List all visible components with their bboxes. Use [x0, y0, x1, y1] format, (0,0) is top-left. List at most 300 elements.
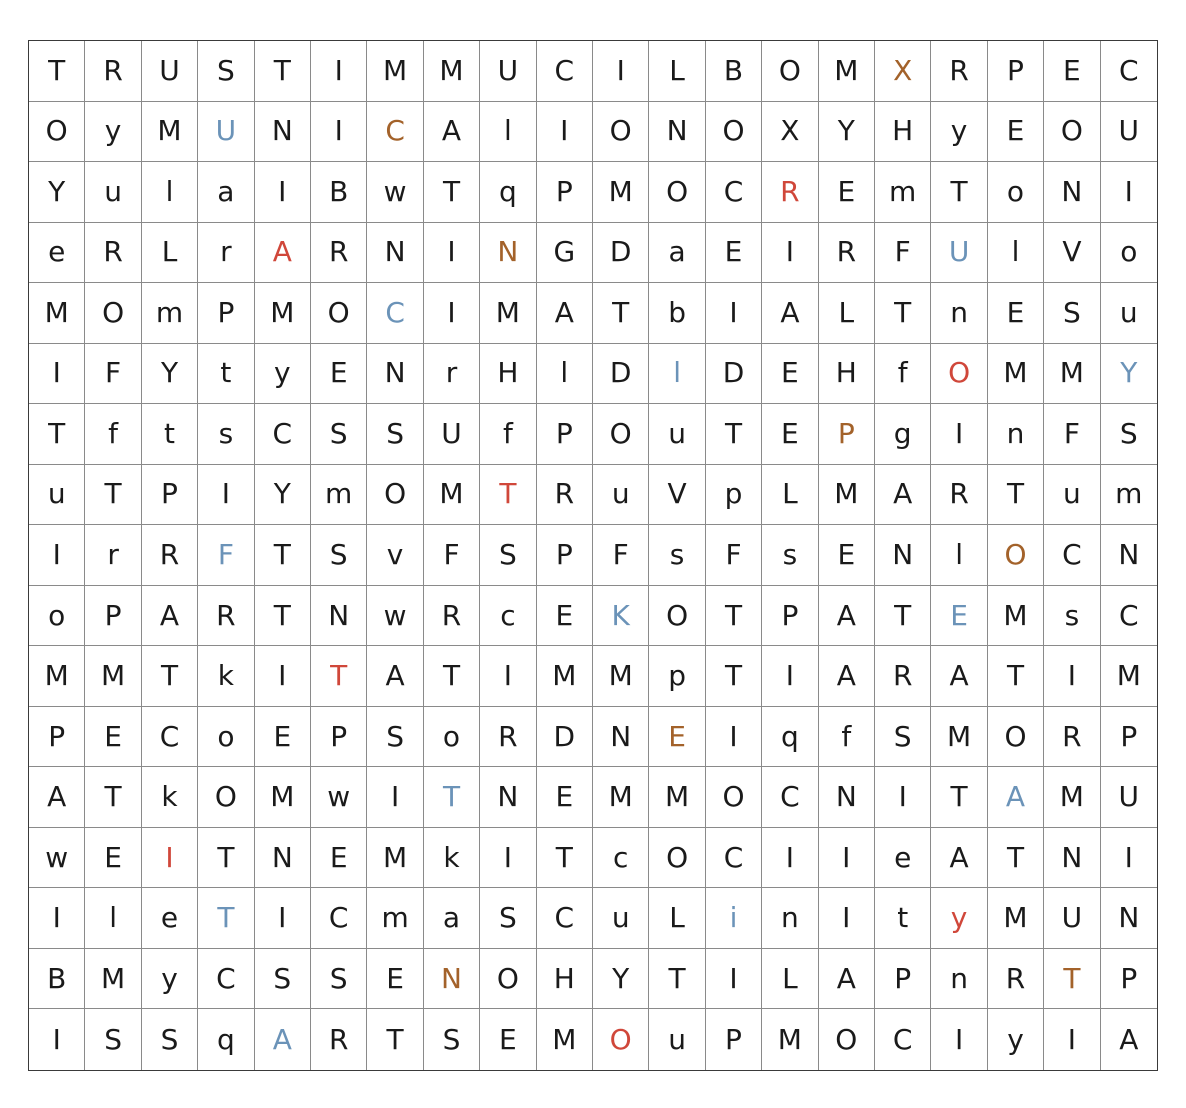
grid-cell-r15-c13: L [762, 949, 818, 1010]
grid-cell-r13-c11: O [649, 828, 705, 889]
grid-cell-r3-c1: R [85, 223, 141, 284]
grid-cell-r11-c11: E [649, 707, 705, 768]
grid-cell-r15-c19: P [1101, 949, 1157, 1010]
grid-cell-r6-c18: F [1044, 404, 1100, 465]
grid-cell-r15-c12: I [706, 949, 762, 1010]
grid-cell-r1-c8: l [480, 102, 536, 163]
grid-cell-r16-c17: y [988, 1009, 1044, 1070]
grid-cell-r13-c13: I [762, 828, 818, 889]
word-search-grid [28, 40, 1158, 1071]
grid-cell-r3-c9: G [537, 223, 593, 284]
grid-cell-r8-c7: F [424, 525, 480, 586]
grid-cell-r0-c1: R [85, 41, 141, 102]
grid-cell-r13-c16: A [931, 828, 987, 889]
grid-cell-r2-c12: C [706, 162, 762, 223]
grid-cell-r8-c6: v [367, 525, 423, 586]
grid-cell-r14-c15: t [875, 888, 931, 949]
grid-cell-r9-c19: C [1101, 586, 1157, 647]
grid-cell-r2-c13: R [762, 162, 818, 223]
grid-cell-r6-c16: I [931, 404, 987, 465]
grid-cell-r4-c9: A [537, 283, 593, 344]
grid-cell-r3-c6: N [367, 223, 423, 284]
grid-cell-r11-c18: R [1044, 707, 1100, 768]
grid-cell-r0-c17: P [988, 41, 1044, 102]
grid-cell-r2-c11: O [649, 162, 705, 223]
grid-cell-r3-c11: a [649, 223, 705, 284]
grid-cell-r3-c14: R [819, 223, 875, 284]
grid-cell-r9-c6: w [367, 586, 423, 647]
grid-cell-r9-c7: R [424, 586, 480, 647]
grid-cell-r8-c18: C [1044, 525, 1100, 586]
grid-cell-r1-c11: N [649, 102, 705, 163]
grid-cell-r4-c14: L [819, 283, 875, 344]
grid-cell-r5-c11: l [649, 344, 705, 405]
grid-cell-r12-c19: U [1101, 767, 1157, 828]
grid-cell-r12-c4: M [255, 767, 311, 828]
grid-cell-r2-c9: P [537, 162, 593, 223]
grid-cell-r9-c5: N [311, 586, 367, 647]
grid-cell-r9-c9: E [537, 586, 593, 647]
grid-cell-r10-c12: T [706, 646, 762, 707]
grid-cell-r6-c1: f [85, 404, 141, 465]
grid-cell-r3-c4: A [255, 223, 311, 284]
grid-cell-r14-c8: S [480, 888, 536, 949]
grid-cell-r0-c8: U [480, 41, 536, 102]
grid-cell-r8-c11: s [649, 525, 705, 586]
grid-cell-r7-c18: u [1044, 465, 1100, 526]
grid-cell-r2-c0: Y [29, 162, 85, 223]
grid-cell-r8-c13: s [762, 525, 818, 586]
grid-cell-r10-c6: A [367, 646, 423, 707]
grid-cell-r16-c5: R [311, 1009, 367, 1070]
grid-cell-r12-c13: C [762, 767, 818, 828]
grid-cell-r4-c16: n [931, 283, 987, 344]
grid-cell-r12-c14: N [819, 767, 875, 828]
grid-cell-r13-c2: I [142, 828, 198, 889]
grid-cell-r16-c1: S [85, 1009, 141, 1070]
grid-cell-r14-c12: i [706, 888, 762, 949]
grid-cell-r13-c18: N [1044, 828, 1100, 889]
grid-cell-r0-c11: L [649, 41, 705, 102]
grid-cell-r2-c3: a [198, 162, 254, 223]
grid-cell-r5-c5: E [311, 344, 367, 405]
grid-cell-r4-c10: T [593, 283, 649, 344]
grid-cell-r9-c4: T [255, 586, 311, 647]
grid-cell-r12-c8: N [480, 767, 536, 828]
grid-cell-r8-c0: I [29, 525, 85, 586]
grid-cell-r7-c1: T [85, 465, 141, 526]
grid-cell-r13-c10: c [593, 828, 649, 889]
grid-cell-r11-c6: S [367, 707, 423, 768]
grid-cell-r11-c7: o [424, 707, 480, 768]
grid-cell-r5-c14: H [819, 344, 875, 405]
grid-cell-r7-c9: R [537, 465, 593, 526]
grid-cell-r10-c19: M [1101, 646, 1157, 707]
grid-cell-r6-c2: t [142, 404, 198, 465]
grid-cell-r13-c0: w [29, 828, 85, 889]
grid-cell-r2-c4: I [255, 162, 311, 223]
grid-cell-r11-c4: E [255, 707, 311, 768]
grid-cell-r15-c9: H [537, 949, 593, 1010]
grid-cell-r15-c0: B [29, 949, 85, 1010]
grid-cell-r16-c6: T [367, 1009, 423, 1070]
grid-cell-r2-c17: o [988, 162, 1044, 223]
grid-cell-r5-c12: D [706, 344, 762, 405]
grid-cell-r16-c11: u [649, 1009, 705, 1070]
grid-cell-r0-c4: T [255, 41, 311, 102]
grid-cell-r11-c12: I [706, 707, 762, 768]
grid-cell-r9-c14: A [819, 586, 875, 647]
grid-cell-r2-c6: w [367, 162, 423, 223]
grid-cell-r8-c16: l [931, 525, 987, 586]
grid-cell-r15-c1: M [85, 949, 141, 1010]
grid-cell-r8-c14: E [819, 525, 875, 586]
grid-cell-r6-c14: P [819, 404, 875, 465]
grid-cell-r13-c1: E [85, 828, 141, 889]
grid-cell-r1-c0: O [29, 102, 85, 163]
grid-cell-r14-c11: L [649, 888, 705, 949]
grid-cell-r15-c7: N [424, 949, 480, 1010]
grid-cell-r13-c4: N [255, 828, 311, 889]
grid-cell-r11-c8: R [480, 707, 536, 768]
grid-cell-r14-c7: a [424, 888, 480, 949]
grid-cell-r7-c8: T [480, 465, 536, 526]
grid-cell-r11-c17: O [988, 707, 1044, 768]
grid-cell-r11-c13: q [762, 707, 818, 768]
grid-cell-r3-c0: e [29, 223, 85, 284]
grid-cell-r1-c12: O [706, 102, 762, 163]
grid-cell-r12-c18: M [1044, 767, 1100, 828]
grid-cell-r7-c16: R [931, 465, 987, 526]
grid-cell-r8-c12: F [706, 525, 762, 586]
grid-cell-r5-c7: r [424, 344, 480, 405]
grid-cell-r0-c10: I [593, 41, 649, 102]
grid-cell-r4-c17: E [988, 283, 1044, 344]
grid-cell-r14-c6: m [367, 888, 423, 949]
grid-cell-r4-c13: A [762, 283, 818, 344]
grid-cell-r14-c13: n [762, 888, 818, 949]
grid-cell-r15-c15: P [875, 949, 931, 1010]
grid-cell-r13-c7: k [424, 828, 480, 889]
grid-cell-r12-c2: k [142, 767, 198, 828]
grid-cell-r16-c13: M [762, 1009, 818, 1070]
grid-cell-r4-c0: M [29, 283, 85, 344]
grid-cell-r7-c7: M [424, 465, 480, 526]
grid-cell-r4-c3: P [198, 283, 254, 344]
grid-cell-r1-c2: M [142, 102, 198, 163]
grid-cell-r0-c18: E [1044, 41, 1100, 102]
grid-cell-r7-c5: m [311, 465, 367, 526]
grid-cell-r2-c10: M [593, 162, 649, 223]
grid-cell-r5-c19: Y [1101, 344, 1157, 405]
grid-cell-r0-c19: C [1101, 41, 1157, 102]
grid-cell-r11-c19: P [1101, 707, 1157, 768]
grid-cell-r15-c18: T [1044, 949, 1100, 1010]
grid-cell-r10-c14: A [819, 646, 875, 707]
grid-cell-r10-c0: M [29, 646, 85, 707]
grid-cell-r11-c14: f [819, 707, 875, 768]
grid-cell-r5-c9: l [537, 344, 593, 405]
grid-cell-r10-c11: p [649, 646, 705, 707]
grid-cell-r10-c3: k [198, 646, 254, 707]
grid-cell-r3-c2: L [142, 223, 198, 284]
grid-cell-r16-c16: I [931, 1009, 987, 1070]
grid-cell-r3-c17: l [988, 223, 1044, 284]
grid-cell-r13-c6: M [367, 828, 423, 889]
grid-cell-r6-c10: O [593, 404, 649, 465]
grid-cell-r11-c15: S [875, 707, 931, 768]
grid-cell-r5-c3: t [198, 344, 254, 405]
grid-cell-r6-c8: f [480, 404, 536, 465]
grid-cell-r1-c5: I [311, 102, 367, 163]
grid-cell-r14-c4: I [255, 888, 311, 949]
grid-cell-r14-c1: l [85, 888, 141, 949]
grid-cell-r10-c13: I [762, 646, 818, 707]
grid-cell-r4-c15: T [875, 283, 931, 344]
grid-cell-r9-c16: E [931, 586, 987, 647]
grid-cell-r12-c1: T [85, 767, 141, 828]
grid-cell-r0-c7: M [424, 41, 480, 102]
grid-cell-r8-c9: P [537, 525, 593, 586]
grid-cell-r7-c0: u [29, 465, 85, 526]
grid-cell-r11-c2: C [142, 707, 198, 768]
grid-cell-r6-c6: S [367, 404, 423, 465]
grid-cell-r15-c3: C [198, 949, 254, 1010]
grid-cell-r11-c1: E [85, 707, 141, 768]
grid-cell-r7-c19: m [1101, 465, 1157, 526]
grid-cell-r16-c14: O [819, 1009, 875, 1070]
grid-cell-r8-c10: F [593, 525, 649, 586]
grid-cell-r14-c17: M [988, 888, 1044, 949]
grid-cell-r15-c14: A [819, 949, 875, 1010]
grid-cell-r1-c1: y [85, 102, 141, 163]
grid-cell-r5-c6: N [367, 344, 423, 405]
grid-cell-r8-c19: N [1101, 525, 1157, 586]
grid-cell-r4-c19: u [1101, 283, 1157, 344]
grid-cell-r6-c3: s [198, 404, 254, 465]
grid-cell-r12-c17: A [988, 767, 1044, 828]
grid-cell-r16-c12: P [706, 1009, 762, 1070]
grid-cell-r0-c13: O [762, 41, 818, 102]
grid-cell-r0-c12: B [706, 41, 762, 102]
grid-cell-r7-c10: u [593, 465, 649, 526]
grid-cell-r4-c12: I [706, 283, 762, 344]
grid-cell-r9-c8: c [480, 586, 536, 647]
grid-cell-r15-c11: T [649, 949, 705, 1010]
grid-cell-r8-c4: T [255, 525, 311, 586]
grid-cell-r11-c0: P [29, 707, 85, 768]
grid-cell-r6-c9: P [537, 404, 593, 465]
grid-cell-r16-c8: E [480, 1009, 536, 1070]
grid-cell-r0-c15: X [875, 41, 931, 102]
grid-cell-r7-c11: V [649, 465, 705, 526]
grid-cell-r15-c6: E [367, 949, 423, 1010]
grid-cell-r7-c13: L [762, 465, 818, 526]
grid-cell-r9-c17: M [988, 586, 1044, 647]
grid-cell-r3-c3: r [198, 223, 254, 284]
grid-cell-r1-c13: X [762, 102, 818, 163]
grid-cell-r14-c18: U [1044, 888, 1100, 949]
grid-cell-r4-c18: S [1044, 283, 1100, 344]
grid-cell-r12-c7: T [424, 767, 480, 828]
grid-cell-r12-c12: O [706, 767, 762, 828]
grid-cell-r2-c15: m [875, 162, 931, 223]
grid-cell-r14-c3: T [198, 888, 254, 949]
grid-cell-r2-c16: T [931, 162, 987, 223]
grid-cell-r5-c2: Y [142, 344, 198, 405]
grid-cell-r14-c0: I [29, 888, 85, 949]
grid-cell-r8-c15: N [875, 525, 931, 586]
grid-cell-r4-c6: C [367, 283, 423, 344]
grid-cell-r2-c19: I [1101, 162, 1157, 223]
grid-cell-r8-c17: O [988, 525, 1044, 586]
grid-cell-r6-c19: S [1101, 404, 1157, 465]
grid-cell-r6-c7: U [424, 404, 480, 465]
grid-cell-r16-c19: A [1119, 1022, 1139, 1056]
grid-cell-r1-c3: U [198, 102, 254, 163]
grid-cell-r9-c18: s [1044, 586, 1100, 647]
grid-cell-r9-c10: K [593, 586, 649, 647]
grid-cell-r0-c3: S [198, 41, 254, 102]
grid-cell-r0-c14: M [819, 41, 875, 102]
grid-cell-r16-c10: O [593, 1009, 649, 1070]
grid-cell-r15-c8: O [480, 949, 536, 1010]
grid-cell-r0-c16: R [931, 41, 987, 102]
grid-cell-r6-c17: n [988, 404, 1044, 465]
grid-cell-r16-c3: q [198, 1009, 254, 1070]
grid-cell-r4-c4: M [255, 283, 311, 344]
grid-cell-r10-c17: T [988, 646, 1044, 707]
grid-cell-r9-c11: O [649, 586, 705, 647]
grid-cell-r12-c10: M [593, 767, 649, 828]
grid-cell-r16-c18: I [1044, 1009, 1100, 1070]
grid-cell-r13-c5: E [311, 828, 367, 889]
grid-cell-r2-c14: E [819, 162, 875, 223]
grid-cell-r13-c12: C [706, 828, 762, 889]
grid-cell-r5-c1: F [85, 344, 141, 405]
grid-cell-r14-c9: C [537, 888, 593, 949]
grid-cell-r7-c17: T [988, 465, 1044, 526]
grid-cell-r13-c19: I [1101, 828, 1157, 889]
grid-cell-r6-c5: S [311, 404, 367, 465]
grid-cell-r10-c2: T [142, 646, 198, 707]
grid-cell-r3-c19: o [1101, 223, 1157, 284]
grid-cell-r12-c9: E [537, 767, 593, 828]
grid-cell-r15-c5: S [311, 949, 367, 1010]
grid-cell-r8-c2: R [142, 525, 198, 586]
grid-cell-r5-c18: M [1044, 344, 1100, 405]
grid-cell-r1-c19: U [1101, 102, 1157, 163]
grid-cell-r12-c5: w [311, 767, 367, 828]
grid-cell-r1-c16: y [931, 102, 987, 163]
grid-cell-r11-c16: M [931, 707, 987, 768]
grid-cell-r5-c16: O [931, 344, 987, 405]
grid-cell-r10-c9: M [537, 646, 593, 707]
grid-cell-r0-c6: M [367, 41, 423, 102]
grid-cell-r14-c14: I [819, 888, 875, 949]
grid-cell-r6-c15: g [875, 404, 931, 465]
grid-cell-r13-c17: T [988, 828, 1044, 889]
grid-cell-r4-c5: O [311, 283, 367, 344]
grid-cell-r9-c13: P [762, 586, 818, 647]
grid-cell-r15-c17: R [988, 949, 1044, 1010]
grid-cell-r3-c5: R [311, 223, 367, 284]
grid-cell-r7-c15: A [875, 465, 931, 526]
grid-cell-r3-c12: E [706, 223, 762, 284]
grid-cell-r15-c2: y [142, 949, 198, 1010]
grid-cell-r14-c2: e [142, 888, 198, 949]
grid-cell-r16-c15: C [875, 1009, 931, 1070]
grid-cell-r16-c2: S [142, 1009, 198, 1070]
grid-cell-r10-c10: M [593, 646, 649, 707]
grid-cell-r14-c19: N [1101, 888, 1157, 949]
grid-cell-r15-c4: S [255, 949, 311, 1010]
grid-cell-r12-c0: A [29, 767, 85, 828]
grid-cell-r6-c0: T [29, 404, 85, 465]
grid-cell-r1-c18: O [1044, 102, 1100, 163]
grid-cell-r5-c0: I [29, 344, 85, 405]
grid-cell-r16-c7: S [424, 1009, 480, 1070]
grid-cell-r0-c0: T [29, 41, 85, 102]
grid-cell-r1-c6: C [367, 102, 423, 163]
grid-cell-r2-c7: T [424, 162, 480, 223]
grid-cell-r3-c13: I [762, 223, 818, 284]
grid-cell-r7-c3: I [198, 465, 254, 526]
grid-cell-r7-c2: P [142, 465, 198, 526]
grid-cell-r13-c8: I [480, 828, 536, 889]
grid-cell-r13-c9: T [537, 828, 593, 889]
grid-cell-r1-c4: N [255, 102, 311, 163]
grid-cell-r8-c5: S [311, 525, 367, 586]
grid-cell-r5-c8: H [480, 344, 536, 405]
grid-cell-r1-c17: E [988, 102, 1044, 163]
grid-cell-r1-c15: H [875, 102, 931, 163]
grid-cell-r3-c10: D [593, 223, 649, 284]
grid-cell-r9-c0: o [29, 586, 85, 647]
grid-cell-r10-c5: T [311, 646, 367, 707]
grid-cell-r6-c12: T [706, 404, 762, 465]
grid-cell-r13-c14: I [819, 828, 875, 889]
grid-cell-r10-c4: I [255, 646, 311, 707]
grid-cell-r2-c2: l [142, 162, 198, 223]
grid-cell-r7-c12: p [706, 465, 762, 526]
grid-cell-r3-c7: I [424, 223, 480, 284]
grid-cell-r1-c10: O [593, 102, 649, 163]
grid-cell-r0-c5: I [311, 41, 367, 102]
grid-cell-r10-c7: T [424, 646, 480, 707]
grid-cell-r12-c11: M [649, 767, 705, 828]
grid-cell-r15-c10: Y [593, 949, 649, 1010]
grid-cell-r14-c16: y [931, 888, 987, 949]
grid-cell-r16-c4: A [255, 1009, 311, 1070]
grid-cell-r5-c15: f [875, 344, 931, 405]
grid-cell-r11-c10: N [593, 707, 649, 768]
grid-cell-r5-c13: E [762, 344, 818, 405]
grid-cell-r10-c15: R [875, 646, 931, 707]
grid-cell-r16-c0: I [29, 1009, 85, 1070]
grid-cell-r9-c2: A [142, 586, 198, 647]
grid-cell-r3-c15: F [875, 223, 931, 284]
grid-cell-r1-c14: Y [819, 102, 875, 163]
grid-cell-r0-c2: U [142, 41, 198, 102]
grid-cell-r9-c1: P [85, 586, 141, 647]
grid-cell-r8-c1: r [85, 525, 141, 586]
grid-cell-r9-c15: T [875, 586, 931, 647]
grid-cell-r15-c16: n [931, 949, 987, 1010]
grid-cell-r3-c8: N [480, 223, 536, 284]
grid-cell-r7-c14: M [819, 465, 875, 526]
grid-cell-r4-c7: I [424, 283, 480, 344]
